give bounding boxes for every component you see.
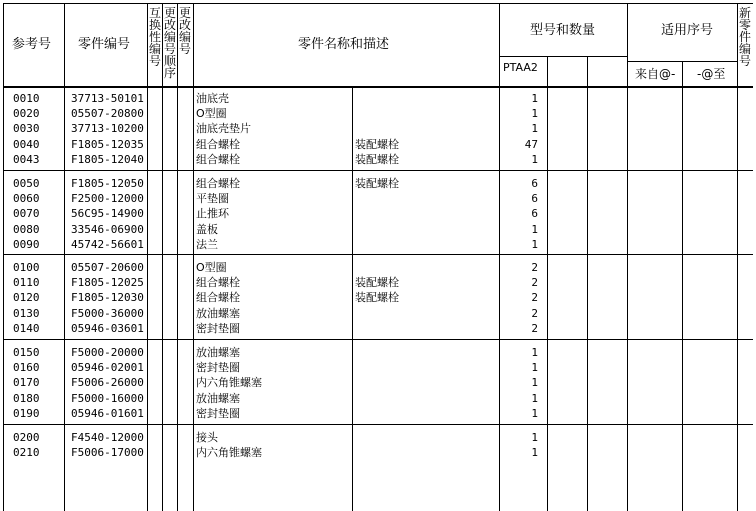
part-no-cell: 05507-20600 — [71, 261, 144, 274]
col-line-left — [3, 3, 4, 511]
header-model-code: PTAA2 — [503, 61, 538, 74]
part-desc-cell: 装配螺栓 — [355, 137, 399, 151]
header-serial: 适用序号 — [661, 23, 714, 38]
ref-cell: 0160 — [13, 361, 40, 375]
col-line-interchange — [162, 3, 163, 511]
part-desc-cell: 装配螺栓 — [355, 152, 399, 166]
part-name-cell: 组合螺栓 — [196, 291, 240, 305]
col-line-ref — [64, 3, 65, 511]
part-name-cell: 组合螺栓 — [196, 177, 240, 190]
qty-cell: 1 — [531, 391, 538, 405]
part-name-cell: 盖板 — [196, 222, 218, 236]
part-no-cell: 05946-03601 — [71, 321, 144, 335]
qty-cell: 6 — [531, 192, 538, 206]
qty-cell: 2 — [531, 261, 538, 274]
header-interchange: 互换性编号 — [149, 6, 162, 68]
part-name-cell: 止推环 — [196, 207, 229, 221]
qty-cell: 6 — [531, 207, 538, 221]
header-change-seq: 更改编号 — [179, 6, 192, 56]
ref-cell: 0210 — [13, 446, 40, 460]
qty-cell: 6 — [531, 177, 538, 190]
part-no-cell: F1805-12025 — [71, 276, 144, 290]
group-separator-2 — [3, 254, 753, 255]
qty-cell: 1 — [531, 431, 538, 444]
part-no-cell: 33546-06900 — [71, 222, 144, 236]
col-line-part — [147, 3, 148, 511]
ref-cell: 0130 — [13, 306, 40, 320]
ref-cell: 0050 — [13, 177, 40, 190]
ref-cell: 0170 — [13, 376, 40, 390]
ref-cell: 0180 — [13, 391, 40, 405]
part-no-cell: F1805-12040 — [71, 152, 144, 166]
qty-cell: 1 — [531, 122, 538, 136]
part-name-cell: 密封垫圈 — [196, 321, 240, 335]
header-bottom-border — [3, 86, 753, 88]
part-desc-cell: 装配螺栓 — [355, 276, 399, 290]
part-name-cell: 密封垫圈 — [196, 361, 240, 375]
group-separator-4 — [3, 424, 753, 425]
part-no-cell: F2500-12000 — [71, 192, 144, 206]
qty-cell: 47 — [524, 137, 538, 151]
header-change-no: 更改编号顺序 — [164, 6, 177, 80]
col-line-change-no — [177, 3, 178, 511]
part-name-cell: 组合螺栓 — [196, 276, 240, 290]
part-name-cell: 内六角锥螺塞 — [196, 446, 262, 460]
part-name-cell: O型圈 — [196, 261, 227, 274]
ref-cell: 0140 — [13, 321, 40, 335]
part-name-cell: 放油螺塞 — [196, 391, 240, 405]
part-no-cell: F1805-12050 — [71, 177, 144, 190]
header-serial-from: 来自@- — [635, 67, 676, 81]
ref-cell: 0110 — [13, 276, 40, 290]
ref-cell: 0190 — [13, 406, 40, 420]
ref-cell: 0080 — [13, 222, 40, 236]
part-no-cell: F5000-36000 — [71, 306, 144, 320]
group-separator-3 — [3, 339, 753, 340]
col-line-name — [352, 86, 353, 511]
col-line-serial-end — [737, 3, 738, 511]
part-no-cell: F5000-20000 — [71, 346, 144, 359]
ref-cell: 0100 — [13, 261, 40, 274]
qty-cell: 1 — [531, 107, 538, 121]
col-line-model2 — [587, 56, 588, 511]
part-name-cell: 放油螺塞 — [196, 346, 240, 359]
col-line-model1 — [547, 56, 548, 511]
ref-cell: 0120 — [13, 291, 40, 305]
part-name-cell: 组合螺栓 — [196, 137, 240, 151]
part-no-cell: F1805-12030 — [71, 291, 144, 305]
ref-cell: 0010 — [13, 92, 40, 105]
part-no-cell: 05946-01601 — [71, 406, 144, 420]
part-name-cell: O型圈 — [196, 107, 227, 121]
header-part-no: 零件编号 — [78, 37, 131, 52]
ref-cell: 0200 — [13, 431, 40, 444]
ref-cell: 0030 — [13, 122, 40, 136]
col-line-serial-mid — [682, 61, 683, 511]
qty-cell: 1 — [531, 92, 538, 105]
part-name-cell: 内六角锥螺塞 — [196, 376, 262, 390]
header-name-desc: 零件名称和描述 — [298, 37, 390, 52]
part-name-cell: 密封垫圈 — [196, 406, 240, 420]
part-no-cell: F5006-17000 — [71, 446, 144, 460]
part-name-cell: 油底壳 — [196, 92, 229, 105]
part-desc-cell: 装配螺栓 — [355, 177, 399, 190]
col-line-desc — [499, 3, 500, 511]
part-name-cell: 法兰 — [196, 237, 218, 251]
part-name-cell: 油底壳垫片 — [196, 122, 251, 136]
col-line-model3 — [627, 3, 628, 511]
ref-cell: 0070 — [13, 207, 40, 221]
part-no-cell: F5006-26000 — [71, 376, 144, 390]
part-no-cell: 45742-56601 — [71, 237, 144, 251]
qty-cell: 2 — [531, 306, 538, 320]
qty-cell: 1 — [531, 406, 538, 420]
table-top-border — [3, 3, 753, 4]
qty-cell: 1 — [531, 346, 538, 359]
ref-cell: 0150 — [13, 346, 40, 359]
col-line-change-seq — [193, 3, 194, 511]
part-no-cell: 05946-02001 — [71, 361, 144, 375]
qty-cell: 2 — [531, 276, 538, 290]
part-no-cell: 37713-10200 — [71, 122, 144, 136]
part-no-cell: F1805-12035 — [71, 137, 144, 151]
qty-cell: 1 — [531, 222, 538, 236]
qty-cell: 1 — [531, 446, 538, 460]
part-no-cell: 05507-20800 — [71, 107, 144, 121]
header-serial-to: -@至 — [697, 67, 726, 81]
qty-cell: 1 — [531, 361, 538, 375]
qty-cell: 2 — [531, 321, 538, 335]
qty-cell: 1 — [531, 376, 538, 390]
part-no-cell: F5000-16000 — [71, 391, 144, 405]
model-subheader-line — [499, 56, 627, 57]
ref-cell: 0090 — [13, 237, 40, 251]
qty-cell: 2 — [531, 291, 538, 305]
part-name-cell: 平垫圈 — [196, 192, 229, 206]
header-model-qty: 型号和数量 — [530, 23, 596, 38]
part-no-cell: 37713-50101 — [71, 92, 144, 105]
part-name-cell: 放油螺塞 — [196, 306, 240, 320]
part-desc-cell: 装配螺栓 — [355, 291, 399, 305]
header-ref-no: 参考号 — [12, 37, 52, 52]
ref-cell: 0020 — [13, 107, 40, 121]
part-name-cell: 组合螺栓 — [196, 152, 240, 166]
part-no-cell: F4540-12000 — [71, 431, 144, 444]
qty-cell: 1 — [531, 237, 538, 251]
ref-cell: 0060 — [13, 192, 40, 206]
ref-cell: 0043 — [13, 152, 40, 166]
header-new-part: 新零件编号 — [739, 6, 752, 68]
ref-cell: 0040 — [13, 137, 40, 151]
group-separator-1 — [3, 170, 753, 171]
qty-cell: 1 — [531, 152, 538, 166]
part-no-cell: 56C95-14900 — [71, 207, 144, 221]
part-name-cell: 接头 — [196, 431, 218, 444]
